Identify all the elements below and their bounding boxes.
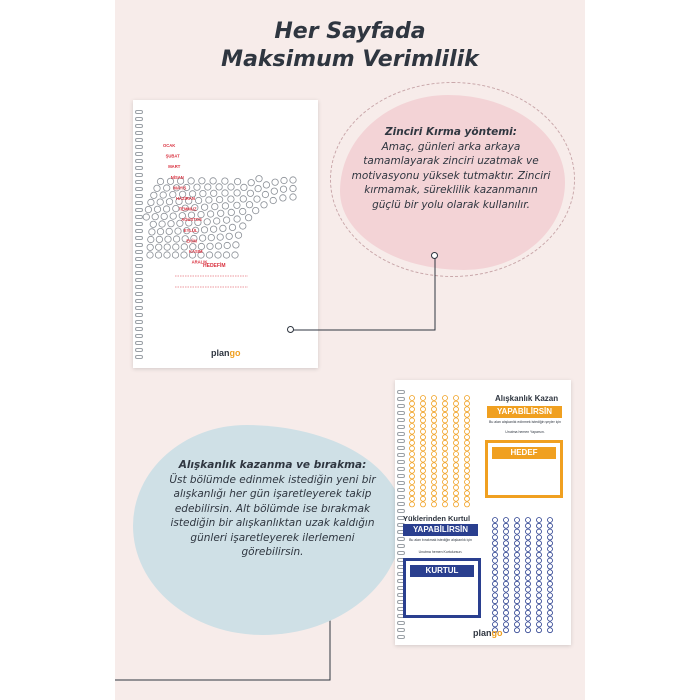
habit-day-circle bbox=[421, 446, 426, 451]
habit-day-circle bbox=[443, 496, 448, 501]
quit-day-circle bbox=[515, 529, 520, 534]
quit-day-circle bbox=[537, 599, 542, 604]
quit-day-circle bbox=[526, 558, 531, 563]
month-label: KASIM bbox=[189, 249, 203, 254]
quit-day-circle bbox=[515, 593, 520, 598]
habit-day-circle bbox=[410, 407, 415, 412]
quit-day-circle bbox=[537, 518, 542, 523]
callout-habit-tracking bbox=[165, 458, 380, 560]
habit-gain-note-2: Unutma hemen Yaparsın. bbox=[505, 430, 545, 434]
quit-day-circle bbox=[504, 523, 509, 528]
habit-day-circle bbox=[454, 407, 459, 412]
habit-day-circle bbox=[465, 485, 470, 490]
quit-day-circle bbox=[537, 622, 542, 627]
habit-day-circle bbox=[421, 429, 426, 434]
quit-day-circle bbox=[548, 616, 553, 621]
habit-day-circle bbox=[421, 463, 426, 468]
quit-day-circle bbox=[526, 570, 531, 575]
habit-day-circle bbox=[421, 452, 426, 457]
quit-day-circle bbox=[537, 610, 542, 615]
habit-day-circle bbox=[465, 457, 470, 462]
quit-day-circle bbox=[526, 541, 531, 546]
quit-day-circle bbox=[548, 581, 553, 586]
habit-day-circle bbox=[443, 435, 448, 440]
quit-day-circle bbox=[526, 628, 531, 633]
quit-day-circle bbox=[515, 599, 520, 604]
quit-day-circle bbox=[548, 547, 553, 552]
quit-day-circle bbox=[515, 570, 520, 575]
quit-day-circle bbox=[504, 605, 509, 610]
habit-day-circle bbox=[410, 424, 415, 429]
habit-day-circle bbox=[432, 468, 437, 473]
month-label: HAZİRAN bbox=[176, 196, 195, 201]
habit-day-circle bbox=[432, 412, 437, 417]
quit-day-circle bbox=[493, 529, 498, 534]
quit-day-circle bbox=[537, 581, 542, 586]
habit-day-circle bbox=[454, 502, 459, 507]
quit-day-circle bbox=[504, 547, 509, 552]
quit-day-circle bbox=[537, 616, 542, 621]
quit-day-circle bbox=[504, 576, 509, 581]
habit-day-circle bbox=[454, 457, 459, 462]
habit-day-circle bbox=[443, 440, 448, 445]
habit-day-circle bbox=[465, 468, 470, 473]
habit-day-circle bbox=[410, 468, 415, 473]
habit-day-circle bbox=[421, 474, 426, 479]
quit-day-circle bbox=[515, 610, 520, 615]
habit-day-circle bbox=[410, 474, 415, 479]
habit-day-circle bbox=[443, 418, 448, 423]
habit-day-circle bbox=[432, 440, 437, 445]
quit-day-circle bbox=[526, 535, 531, 540]
brand-logo: plango bbox=[473, 628, 503, 638]
habit-day-circle bbox=[443, 485, 448, 490]
habit-day-circle bbox=[421, 480, 426, 485]
quit-box-label: KURTUL bbox=[410, 565, 474, 577]
quit-day-circle bbox=[537, 593, 542, 598]
habit-day-circle bbox=[454, 474, 459, 479]
quit-day-circle bbox=[548, 610, 553, 615]
goal-box-label: HEDEF bbox=[492, 447, 556, 459]
goal-label: HEDEFİM bbox=[203, 263, 226, 269]
quit-day-circle bbox=[504, 616, 509, 621]
habit-day-circle bbox=[465, 435, 470, 440]
habit-day-circle bbox=[410, 440, 415, 445]
quit-day-circle bbox=[493, 576, 498, 581]
quit-day-circle bbox=[537, 547, 542, 552]
quit-day-circle bbox=[526, 529, 531, 534]
month-label: OCAK bbox=[163, 143, 176, 148]
habit-day-circle bbox=[421, 418, 426, 423]
habit-day-circle bbox=[432, 452, 437, 457]
habit-day-circle bbox=[465, 407, 470, 412]
habit-day-circle bbox=[465, 401, 470, 406]
quit-day-circle bbox=[493, 564, 498, 569]
quit-day-circle bbox=[504, 587, 509, 592]
callout-body: Amaç, günleri arka arkaya tamamlayarak zinciri uzatmak ve motivasyonu yüksek tutmaktır. Zinciri kırmamak, süreklilik kazanmanın güçlü bir yolu olarak kullanılır. bbox=[351, 140, 551, 211]
headline-line-2: Maksimum Verimlilik bbox=[221, 47, 479, 72]
habit-day-circle bbox=[432, 424, 437, 429]
quit-day-circle bbox=[548, 529, 553, 534]
habit-day-circle bbox=[443, 502, 448, 507]
habit-day-circle bbox=[454, 496, 459, 501]
quit-day-circle bbox=[537, 552, 542, 557]
habit-day-circle bbox=[432, 480, 437, 485]
quit-day-circle bbox=[548, 570, 553, 575]
habit-day-circle bbox=[432, 485, 437, 490]
quit-day-circle bbox=[548, 628, 553, 633]
habit-day-circle bbox=[443, 474, 448, 479]
quit-day-circle bbox=[515, 541, 520, 546]
habit-day-circle bbox=[443, 396, 448, 401]
quit-day-circle bbox=[504, 535, 509, 540]
habit-day-circle bbox=[432, 429, 437, 434]
quit-day-circle bbox=[493, 541, 498, 546]
habit-day-circle bbox=[421, 435, 426, 440]
habit-day-circle bbox=[443, 452, 448, 457]
quit-day-circle bbox=[526, 616, 531, 621]
headline-line-1: Her Sayfada bbox=[274, 19, 426, 44]
habit-day-circle bbox=[443, 480, 448, 485]
habit-day-circle bbox=[410, 457, 415, 462]
habit-day-circle bbox=[421, 407, 426, 412]
habit-day-circle bbox=[454, 396, 459, 401]
habit-quit-note: Bu alan bırakmak istediğin alışkanlık için bbox=[409, 538, 472, 542]
quit-day-circle bbox=[526, 593, 531, 598]
quit-day-circle bbox=[504, 552, 509, 557]
quit-day-circle bbox=[526, 599, 531, 604]
quit-day-circle bbox=[526, 610, 531, 615]
habit-day-circle bbox=[454, 446, 459, 451]
habit-quit-title: Yüklerinden Kurtul bbox=[403, 514, 471, 523]
quit-day-circle bbox=[548, 564, 553, 569]
quit-day-circle bbox=[526, 523, 531, 528]
habit-day-circle bbox=[465, 429, 470, 434]
quit-day-circle bbox=[515, 564, 520, 569]
quit-day-circle bbox=[537, 529, 542, 534]
quit-day-circle bbox=[526, 587, 531, 592]
habit-quit-banner: YAPABİLİRSİN bbox=[403, 524, 478, 536]
promo-page bbox=[115, 0, 585, 700]
quit-day-circle bbox=[526, 552, 531, 557]
quit-day-circle bbox=[537, 535, 542, 540]
habit-day-circle bbox=[454, 401, 459, 406]
habit-day-circle bbox=[443, 446, 448, 451]
quit-day-circle bbox=[537, 605, 542, 610]
quit-day-circle bbox=[526, 622, 531, 627]
callout-title: Zinciri Kırma yöntemi: bbox=[385, 126, 517, 138]
connector-dot bbox=[431, 252, 438, 259]
habit-day-circle bbox=[432, 435, 437, 440]
habit-day-circle bbox=[432, 418, 437, 423]
habit-day-circle bbox=[465, 418, 470, 423]
habit-day-circle bbox=[410, 412, 415, 417]
habit-day-circle bbox=[421, 424, 426, 429]
habit-day-circle bbox=[465, 480, 470, 485]
habit-day-circle bbox=[432, 474, 437, 479]
habit-day-circle bbox=[421, 468, 426, 473]
month-label: ŞUBAT bbox=[165, 153, 180, 159]
month-label: EKİM bbox=[186, 238, 197, 244]
habit-day-circle bbox=[432, 407, 437, 412]
quit-day-circle bbox=[526, 547, 531, 552]
habit-day-circle bbox=[465, 424, 470, 429]
habit-day-circle bbox=[421, 496, 426, 501]
habit-day-circle bbox=[421, 502, 426, 507]
quit-day-circle bbox=[537, 570, 542, 575]
quit-day-circle bbox=[504, 581, 509, 586]
quit-day-circle bbox=[548, 576, 553, 581]
quit-day-circle bbox=[537, 628, 542, 633]
quit-day-circle bbox=[493, 581, 498, 586]
habit-quit-note-2: Unutma hemen Kurtulursun. bbox=[418, 550, 463, 554]
quit-day-circle bbox=[548, 541, 553, 546]
habit-day-circle bbox=[410, 435, 415, 440]
quit-day-circle bbox=[493, 605, 498, 610]
habit-day-circle bbox=[454, 435, 459, 440]
quit-day-circle bbox=[548, 535, 553, 540]
habit-gain-note: Bu alan alışkanlık edinmek istediğin şeyler için bbox=[489, 420, 561, 424]
quit-day-circle bbox=[515, 628, 520, 633]
quit-day-circle bbox=[504, 564, 509, 569]
month-label: TEMMUZ bbox=[178, 206, 197, 212]
habit-day-circle bbox=[410, 463, 415, 468]
month-label: AĞUSTOS bbox=[181, 217, 202, 223]
habit-day-circle bbox=[443, 457, 448, 462]
month-label: NİSAN bbox=[170, 174, 184, 180]
quit-day-circle bbox=[515, 622, 520, 627]
habit-day-circle bbox=[465, 502, 470, 507]
quit-day-circle bbox=[493, 535, 498, 540]
habit-day-circle bbox=[410, 491, 415, 496]
habit-day-circle bbox=[454, 468, 459, 473]
habit-day-circle bbox=[454, 412, 459, 417]
quit-day-circle bbox=[493, 593, 498, 598]
habit-day-circle bbox=[454, 440, 459, 445]
quit-day-circle bbox=[504, 541, 509, 546]
connector-dot bbox=[287, 326, 294, 333]
habit-day-circle bbox=[432, 396, 437, 401]
quit-day-circle bbox=[504, 599, 509, 604]
quit-day-circle bbox=[515, 523, 520, 528]
quit-day-circle bbox=[526, 581, 531, 586]
habit-day-circle bbox=[454, 480, 459, 485]
quit-day-circle bbox=[537, 564, 542, 569]
month-label: MAYIS bbox=[173, 185, 187, 191]
habit-day-circle bbox=[421, 396, 426, 401]
quit-day-circle bbox=[548, 599, 553, 604]
quit-day-circle bbox=[493, 558, 498, 563]
quit-day-circle bbox=[515, 587, 520, 592]
habit-day-circle bbox=[454, 418, 459, 423]
quit-day-circle bbox=[537, 587, 542, 592]
quit-day-circle bbox=[537, 558, 542, 563]
habit-day-circle bbox=[465, 396, 470, 401]
quit-day-circle bbox=[515, 552, 520, 557]
habit-day-circle bbox=[465, 440, 470, 445]
habit-day-circle bbox=[443, 429, 448, 434]
callout-title: Alışkanlık kazanma ve bırakma: bbox=[178, 459, 367, 471]
habit-day-circle bbox=[410, 496, 415, 501]
quit-day-circle bbox=[493, 610, 498, 615]
goal-box bbox=[485, 440, 563, 498]
habit-day-circle bbox=[410, 502, 415, 507]
quit-day-circle bbox=[526, 605, 531, 610]
quit-day-circle bbox=[548, 523, 553, 528]
quit-day-circle bbox=[548, 552, 553, 557]
habit-day-circle bbox=[443, 412, 448, 417]
habit-day-circle bbox=[421, 412, 426, 417]
habit-day-circle bbox=[410, 418, 415, 423]
quit-day-circle bbox=[504, 558, 509, 563]
quit-day-circle bbox=[548, 518, 553, 523]
habit-day-circle bbox=[443, 424, 448, 429]
habit-day-circle bbox=[443, 491, 448, 496]
habit-day-circle bbox=[432, 457, 437, 462]
habit-day-circle bbox=[465, 452, 470, 457]
quit-day-circle bbox=[515, 616, 520, 621]
brand-logo: plango bbox=[211, 348, 241, 358]
habit-day-circle bbox=[454, 429, 459, 434]
quit-day-circle bbox=[493, 599, 498, 604]
quit-day-circle bbox=[493, 622, 498, 627]
quit-day-circle bbox=[515, 547, 520, 552]
habit-day-circle bbox=[421, 491, 426, 496]
habit-day-circle bbox=[421, 485, 426, 490]
quit-day-circle bbox=[548, 558, 553, 563]
habit-day-circle bbox=[410, 485, 415, 490]
habit-day-circle bbox=[443, 407, 448, 412]
quit-day-circle bbox=[504, 518, 509, 523]
habit-day-circle bbox=[432, 502, 437, 507]
habit-day-circle bbox=[432, 491, 437, 496]
quit-day-circle bbox=[515, 576, 520, 581]
habit-day-circle bbox=[410, 396, 415, 401]
quit-day-circle bbox=[493, 547, 498, 552]
habit-day-circle bbox=[454, 463, 459, 468]
habit-day-circle bbox=[443, 463, 448, 468]
quit-day-circle bbox=[548, 593, 553, 598]
habit-day-circle bbox=[410, 452, 415, 457]
habit-day-circle bbox=[465, 463, 470, 468]
quit-day-circle bbox=[504, 529, 509, 534]
month-label: EYLÜL bbox=[183, 227, 198, 233]
habit-tracker-notebook bbox=[395, 380, 571, 645]
quit-day-circle bbox=[515, 518, 520, 523]
quit-day-circle bbox=[548, 587, 553, 592]
quit-day-circle bbox=[515, 558, 520, 563]
habit-day-circle bbox=[432, 446, 437, 451]
habit-day-circle bbox=[454, 491, 459, 496]
habit-day-circle bbox=[443, 401, 448, 406]
habit-day-circle bbox=[465, 474, 470, 479]
quit-day-circle bbox=[526, 564, 531, 569]
quit-day-circle bbox=[526, 518, 531, 523]
quit-day-circle bbox=[537, 576, 542, 581]
quit-day-circle bbox=[493, 616, 498, 621]
callout-body: Üst bölümde edinmek istediğin yeni bir alışkanlığı her gün işaretleyerek takip edebilirsin. Alt bölümde ise bırakmak istediğin bir alışkanlıktan uzak kaldığın günleri işaretleyerek ilerlemeni görebilirsin. bbox=[169, 473, 376, 558]
habit-day-circle bbox=[421, 401, 426, 406]
habit-day-circle bbox=[465, 496, 470, 501]
habit-day-circle bbox=[465, 446, 470, 451]
quit-day-circle bbox=[504, 628, 509, 633]
habit-day-circle bbox=[421, 440, 426, 445]
quit-day-circle bbox=[493, 518, 498, 523]
quit-day-circle bbox=[493, 587, 498, 592]
habit-day-circle bbox=[421, 457, 426, 462]
habit-gain-title: Alışkanlık Kazan bbox=[495, 394, 559, 403]
habit-day-circle bbox=[454, 452, 459, 457]
quit-day-circle bbox=[537, 541, 542, 546]
quit-day-circle bbox=[515, 581, 520, 586]
habit-day-circle bbox=[432, 463, 437, 468]
quit-day-circle bbox=[493, 523, 498, 528]
habit-day-circle bbox=[432, 496, 437, 501]
habit-gain-banner: YAPABİLİRSİN bbox=[487, 406, 562, 418]
quit-day-circle bbox=[548, 622, 553, 627]
habit-day-circle bbox=[410, 401, 415, 406]
quit-day-circle bbox=[493, 570, 498, 575]
habit-day-circle bbox=[443, 468, 448, 473]
habit-day-circle bbox=[410, 480, 415, 485]
habit-day-circle bbox=[410, 446, 415, 451]
habit-day-circle bbox=[410, 429, 415, 434]
month-label: ARALIK bbox=[191, 259, 208, 265]
quit-day-circle bbox=[504, 593, 509, 598]
quit-day-circle bbox=[493, 552, 498, 557]
quit-day-circle bbox=[504, 570, 509, 575]
quit-day-circle bbox=[504, 610, 509, 615]
quit-day-circle bbox=[504, 622, 509, 627]
quit-day-circle bbox=[537, 523, 542, 528]
quit-day-circle bbox=[515, 535, 520, 540]
habit-day-circle bbox=[465, 412, 470, 417]
quit-box bbox=[403, 558, 481, 618]
quit-day-circle bbox=[526, 576, 531, 581]
quit-day-circle bbox=[548, 605, 553, 610]
month-label: MART bbox=[168, 164, 181, 170]
habit-day-circle bbox=[432, 401, 437, 406]
habit-day-circle bbox=[454, 424, 459, 429]
habit-day-circle bbox=[465, 491, 470, 496]
quit-day-circle bbox=[515, 605, 520, 610]
habit-day-circle bbox=[454, 485, 459, 490]
